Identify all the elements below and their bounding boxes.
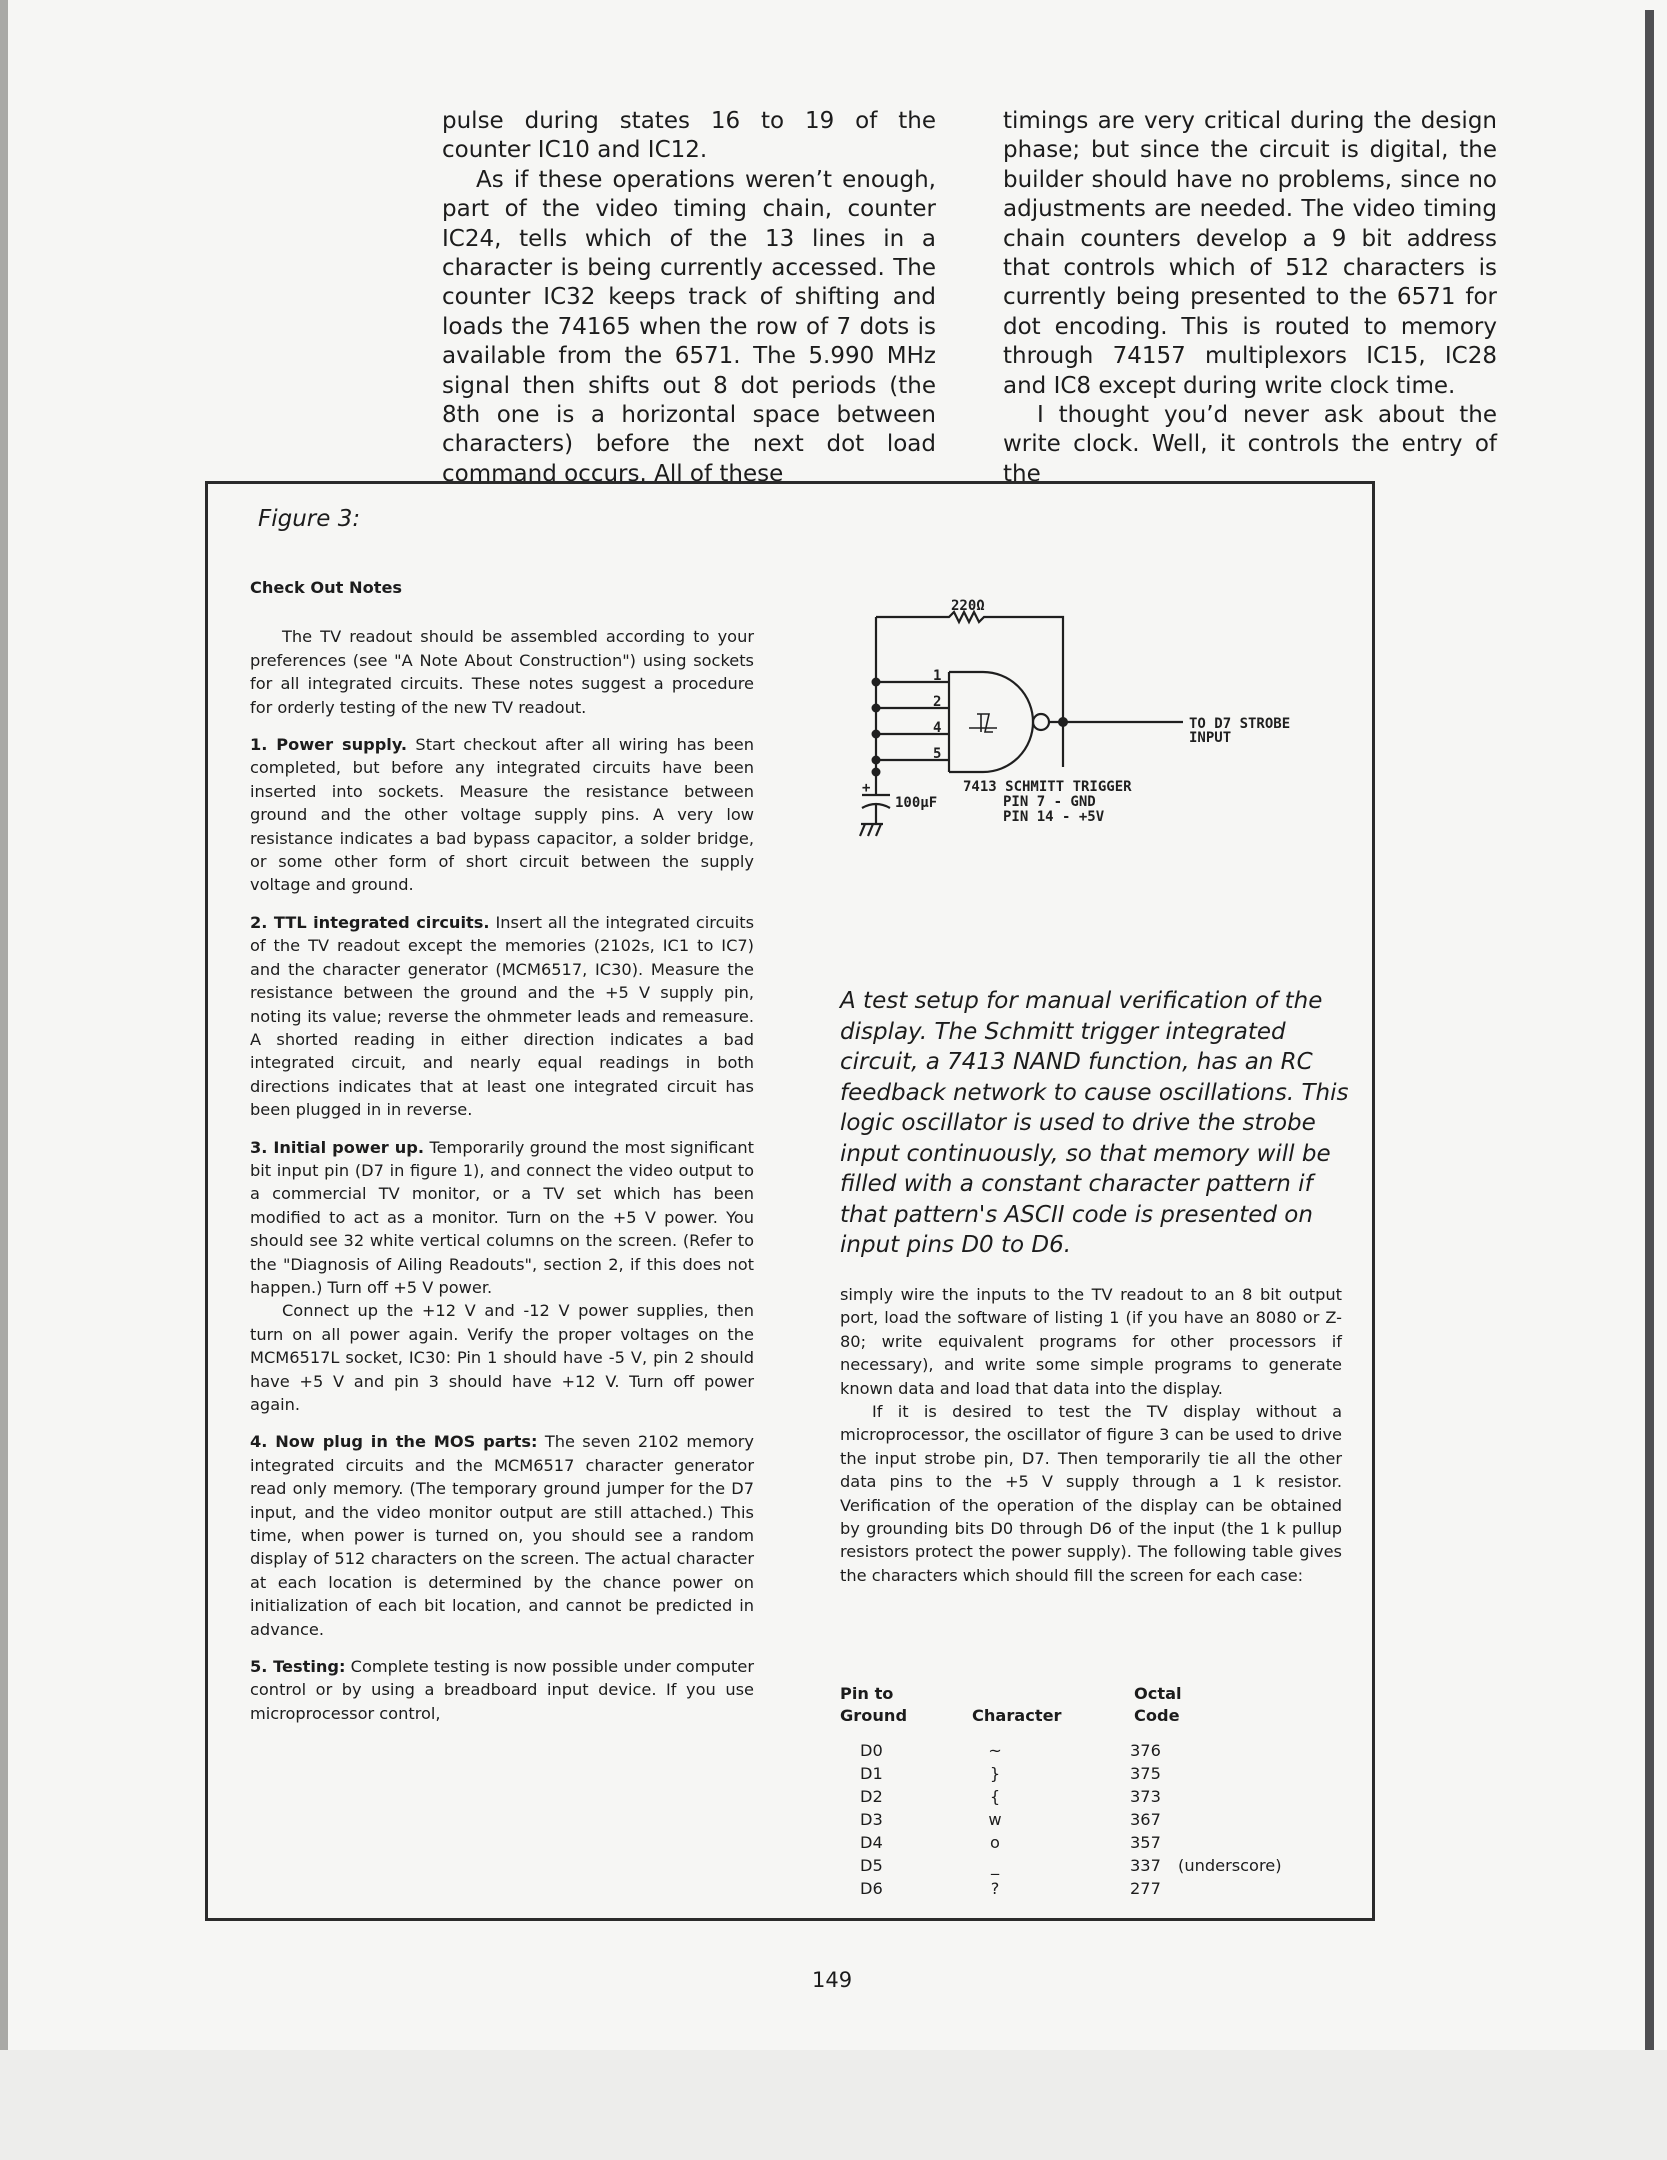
chip-pin-label: PIN 14 - +5V [1003,809,1105,825]
table-row [840,1785,1342,1808]
note-item-ttl [250,911,754,1122]
note-label: 5. Testing: [250,1657,346,1677]
table-header-pin [840,1683,907,1727]
octal-cell: 375 [1130,1764,1161,1783]
character-cell: ? [990,1879,1000,1898]
character-cell: _ [990,1856,1000,1875]
resistor-label: 220Ω [951,598,985,614]
bus-junction [872,704,881,713]
character-cell: w [988,1810,1002,1829]
figure-title: Figure 3: [258,506,361,532]
ground-hatch [868,824,873,836]
note-label: 3. Initial power up. [250,1137,424,1157]
inverter-bubble [1033,714,1049,730]
paragraph: I thought you’d never ask about the write clock. Well, it controls the entry of the [1003,402,1497,487]
octal-cell: 367 [1130,1810,1161,1829]
page-edge-left [0,0,8,2050]
table-row [840,1854,1342,1877]
note-item-mos-parts [250,1430,754,1641]
pin-label: 1 [933,668,942,684]
pin-cell: D0 [860,1741,883,1760]
capacitor-polarity: + [862,780,871,796]
header-line: Ground [840,1706,908,1725]
page-number: 149 [812,1968,853,1992]
table-row [840,1831,1342,1854]
pin-label: 4 [933,720,942,736]
header-line: Octal [1134,1684,1182,1703]
output-junction [1058,717,1068,727]
output-label: INPUT [1189,730,1232,746]
paragraph: pulse during states 16 to 19 of the counter IC10 and IC12. [442,108,936,164]
note-label: 1. Power supply. [250,735,408,755]
pin-cell: D2 [860,1787,883,1806]
character-cell: ~ [988,1741,1002,1760]
caption-text: A test setup for manual verification of the display. The Schmitt trigger integrated circuit, a 7413 NAND function, has an RC feedback network to cause oscillations. This logic oscillator is used to drive the strobe input continuously, so that memory will be filled with a constant character pattern if that pattern's ASCII code is presented on input pins D0 to D6. [840,988,1349,1258]
note-text: Insert all the integrated circuits of the TV readout except the memories (2102s, IC1 to IC7) and the character generator (MCM6517, IC30). Measure the resistance between the ground and the +5 V supply pin, noting its value; reverse the ohmmeter leads and remeasure. A shorted reading in either direction indicates a bad integrated circuit, and nearly equal readings in both directions indicates that at least one integrated circuit has been plugged in in reverse. [250,912,755,1120]
schematic-drawing [853,572,1313,942]
pin-cell: D4 [860,1833,883,1852]
paragraph: If it is desired to test the TV display without a microprocessor, the oscillator of figure 3 can be used to drive the input strobe pin, D7. Then temporarily tie all the other data pins to the +5 V supply through a 1 k resistor. Verification of the operation of the display can be obtained by grounding bits D0 through D6 of the input (the 1 k pullup resistors protect the power supply). The following table gives the characters which should fill the screen for each case: [840,1402,1342,1585]
chip-pin-label: PIN 7 - GND [1003,794,1096,810]
chip-label: 7413 SCHMITT TRIGGER [963,779,1132,795]
notes-intro: The TV readout should be assembled according to your preferences (see "A Note About Construction") using sockets for all integrated circuits. These notes suggest a procedure for orderly testing of the new TV readout. [250,627,754,717]
octal-cell: 277 [1130,1879,1161,1898]
page-edge-right [1645,10,1654,2050]
table-row [840,1808,1342,1831]
output-label: TO D7 STROBE [1189,716,1291,732]
table-row [840,1877,1342,1900]
note-label: 2. TTL integrated circuits. [250,912,490,932]
bus-junction [872,730,881,739]
note-text: The seven 2102 memory integrated circuits and the MCM6517 character generator read only memory. (The temporary ground jumper for the D7 input, and the video monitor output are still attached.) This time, when power is turned on, you should see a random display of 512 characters on the screen. The actual character at each location is determined by the chance power on initialization of each bit location, and cannot be predicted in advance. [250,1432,754,1639]
header-line: Pin to [840,1684,894,1703]
character-cell: o [990,1833,1000,1852]
table-header-octal [1134,1683,1182,1727]
figure-caption [840,986,1350,1261]
note-label: 4. Now plug in the MOS parts: [250,1432,538,1452]
note-item-testing [250,1655,754,1725]
octal-cell: 357 [1130,1833,1161,1852]
pin-cell: D3 [860,1810,883,1829]
pin-cell: D5 [860,1856,883,1875]
octal-cell: 376 [1130,1741,1161,1760]
figure-box [205,481,1375,1921]
body-column-right [1003,107,1497,489]
resistor-feedback-wire [876,612,1063,767]
note-text: Complete testing is now possible under computer control or by using a breadboard input device. If you use microprocessor control, [250,1657,754,1723]
octal-cell: 337 [1130,1856,1161,1875]
table-row [840,1762,1342,1785]
table-header-character: Character [972,1706,1062,1725]
bus-junction [872,756,881,765]
table-row [840,1739,1342,1762]
pin-label: 5 [933,746,942,762]
pin-cell: D6 [860,1879,883,1898]
ground-hatch [860,824,865,836]
nand-gate-body [949,672,1033,772]
bus-junction [872,678,881,687]
note-item-power-up-continued [250,1299,754,1416]
note-cell: (underscore) [1178,1856,1282,1875]
schmitt-trigger-schematic [853,572,1313,942]
header-line: Code [1134,1706,1180,1725]
pin-cell: D1 [860,1764,883,1783]
note-item-power-supply [250,733,754,897]
pin-label: 2 [933,694,942,710]
note-item-power-up [250,1136,754,1300]
note-text: Start checkout after all wiring has been completed, but before any integrated circuits have been inserted into sockets. Measure the resistance between ground and the other voltage supply pins. A very low resistance indicates a bad bypass capacitor, a solder bridge, or some other form of short circuit between the supply voltage and ground. [250,735,755,895]
schmitt-symbol-icon [969,714,997,732]
bus-junction [872,768,881,777]
notes-heading: Check Out Notes [250,578,403,597]
octal-cell: 373 [1130,1787,1161,1806]
figure-right-text [840,1283,1342,1587]
note-text: Temporarily ground the most significant bit input pin (D7 in figure 1), and connect the video output to a commercial TV monitor, or a TV set which has been modified to act as a monitor. Turn on the +5 V power. You should see 32 white vertical columns on the screen. (Refer to the "Diagnosis of Ailing Readouts", section 2, if this does not happen.) Turn off +5 V power. [250,1137,755,1297]
body-column-left [442,107,936,489]
checkout-notes [250,576,754,1739]
character-cell: } [989,1764,1001,1783]
ground-hatch [876,824,881,836]
character-cell: { [989,1787,1001,1806]
page-edge-bottom [0,2050,1667,2160]
paragraph: timings are very critical during the design phase; but since the circuit is digital, the builder should have no problems, since no adjustments are needed. The video timing chain counters develop a 9 bit address that controls which of 512 characters is currently being presented to the 6571 for dot encoding. This is routed to memory through 74157 multiplexors IC15, IC28 and IC8 except during write clock time. [1003,108,1497,399]
paragraph: simply wire the inputs to the TV readout to an 8 bit output port, load the software of listing 1 (if you have an 8080 or Z-80; write equivalent programs for other processors if necessary), and write some simple programs to generate known data and load that data into the display. [840,1285,1342,1398]
note-text: Connect up the +12 V and -12 V power supplies, then turn on all power again. Verify the proper voltages on the MCM6517L socket, IC30: Pin 1 should have -5 V, pin 2 should have +5 V and pin 3 should have +12 V. Turn off power again. [250,1301,754,1414]
capacitor-label: 100μF [895,795,938,811]
paragraph: As if these operations weren’t enough, part of the video timing chain, counter IC24, tells which of the 13 lines in a character is being currently accessed. The counter IC32 keeps track of shifting and loads the 74165 when the row of 7 dots is available from the 6571. The 5.990 MHz signal then shifts out 8 dot periods (the 8th one is a horizontal space between characters) before the next dot load command occurs. All of these [442,166,936,487]
